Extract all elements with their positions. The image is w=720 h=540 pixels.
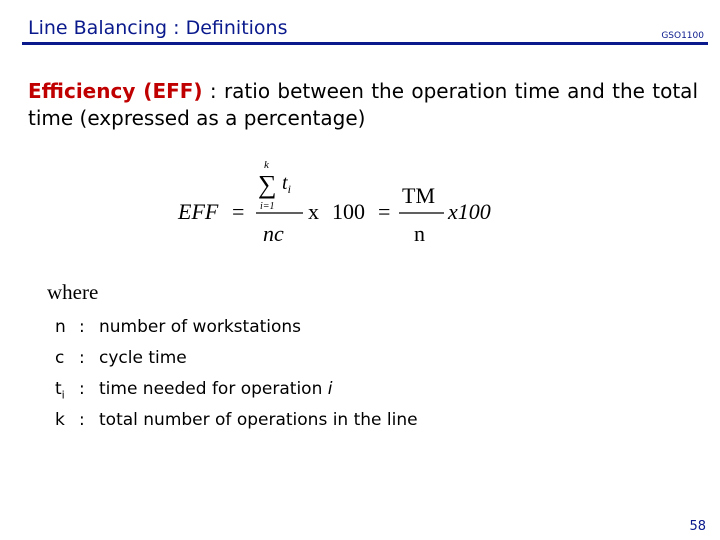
variable-colon: : bbox=[79, 410, 85, 430]
formula-denominator: nc bbox=[263, 221, 284, 246]
sum-symbol: ∑ bbox=[258, 170, 277, 199]
formula-tail: x100 bbox=[448, 199, 491, 224]
variable-description: total number of operations in the line bbox=[99, 410, 418, 430]
formula-lhs: EFF bbox=[178, 199, 219, 224]
variable-symbol: $t_i$ bbox=[55, 379, 65, 402]
variable-list bbox=[55, 314, 418, 438]
definition-text: : ratio between the operation time and the total time (expressed as a percentage) bbox=[28, 79, 698, 130]
variable-row bbox=[55, 407, 418, 438]
variable-colon: : bbox=[79, 317, 85, 337]
efficiency-definition bbox=[28, 78, 698, 132]
variable-symbol: k bbox=[55, 410, 65, 430]
header-divider bbox=[22, 42, 708, 45]
sum-variable: $t_i$ bbox=[282, 172, 291, 196]
formula-hundred: 100 bbox=[332, 199, 365, 224]
definition-term: Efficiency (EFF) bbox=[28, 79, 203, 103]
course-code: GSO1100 bbox=[661, 31, 704, 41]
variable-row bbox=[55, 314, 418, 345]
sum-upper-limit: k bbox=[264, 159, 269, 171]
variable-symbol: n bbox=[55, 317, 66, 337]
variable-row bbox=[55, 376, 418, 407]
variable-colon: : bbox=[79, 348, 85, 368]
variable-row bbox=[55, 345, 418, 376]
variable-symbol: c bbox=[55, 348, 65, 368]
variable-description: number of workstations bbox=[99, 317, 302, 337]
variable-description: cycle time bbox=[99, 348, 187, 368]
formula-times: x bbox=[308, 199, 319, 224]
variable-description: time needed for operation i bbox=[99, 379, 333, 399]
formula-equals-1: = bbox=[232, 199, 245, 224]
efficiency-formula bbox=[170, 155, 510, 250]
frac2-numerator: TM bbox=[402, 183, 435, 208]
slide-title: Line Balancing : Definitions bbox=[28, 17, 288, 39]
sum-lower-limit: i=1 bbox=[260, 201, 275, 212]
formula-equals-2: = bbox=[378, 199, 391, 224]
frac2-denominator: n bbox=[414, 221, 425, 246]
page-number: 58 bbox=[689, 519, 706, 534]
variable-colon: : bbox=[79, 379, 85, 399]
where-label: where bbox=[47, 280, 99, 304]
